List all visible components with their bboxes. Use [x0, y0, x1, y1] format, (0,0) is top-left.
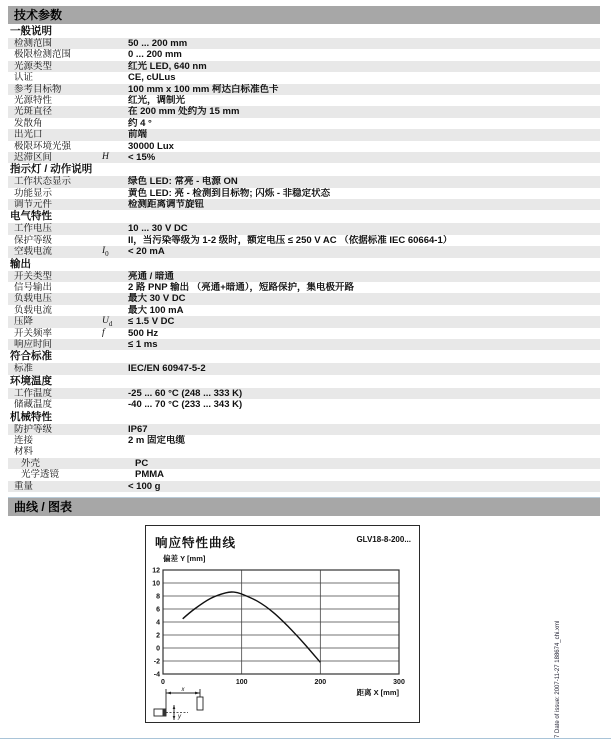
y-tick-label: 4 [156, 619, 160, 627]
spec-symbol: $U_d$ [102, 316, 113, 329]
x-tick-label: 0 [161, 678, 165, 686]
spec-value: 50 ... 200 mm [128, 38, 188, 49]
spec-value: -40 ... 70 °C (233 ... 343 K) [128, 399, 243, 411]
spec-label: 参考目标物 [14, 83, 62, 95]
spec-row [8, 235, 600, 246]
chart-model-label: GLV18-8-200... [356, 534, 411, 544]
spec-label: 迟滞区间 [14, 151, 53, 163]
spec-symbol [102, 293, 128, 304]
spec-section-header: 环境温度 [8, 375, 600, 388]
spec-row [8, 424, 600, 435]
spec-value: 黄色 LED: 亮 - 检测到目标物; 闪烁 - 非稳定状态 [128, 187, 331, 199]
spec-value: ≤ 1.5 V DC [128, 316, 175, 328]
spec-label: 压降 [14, 316, 34, 328]
sensor-geometry-icon [154, 687, 203, 720]
spec-value: 500 Hz [128, 327, 159, 339]
x-axis-label: 距离 X [mm] [356, 687, 399, 697]
spec-value: II，当污染等级为 1-2 级时，额定电压 ≤ 250 V AC （依据标准 IEC 60664-1） [128, 234, 453, 246]
datasheet-page [8, 0, 600, 723]
spec-row [8, 129, 600, 140]
spec-symbol [102, 84, 128, 95]
spec-label: 外壳 [21, 457, 41, 469]
spec-row [8, 399, 600, 410]
spec-label: 认证 [14, 72, 34, 84]
spec-value: 最大 100 mA [128, 304, 184, 316]
spec-value: -25 ... 60 °C (248 ... 333 K) [128, 387, 243, 399]
x-tick-label: 300 [393, 678, 405, 686]
spec-value: 2 路 PNP 输出 （亮通+暗通），短路保护，集电极开路 [128, 282, 355, 294]
spec-row [8, 271, 600, 282]
chart-title: 响应特性曲线 [155, 535, 237, 550]
spec-symbol [102, 282, 128, 293]
spec-symbol [102, 305, 128, 316]
spec-label: 开关类型 [14, 270, 53, 282]
spec-value: 2 m 固定电缆 [128, 434, 186, 446]
page-bottom-line [0, 738, 611, 739]
spec-row [8, 49, 600, 60]
spec-section-header: 电气特性 [8, 210, 600, 223]
spec-label: 光源类型 [14, 60, 53, 72]
spec-label: 防护等级 [14, 423, 53, 435]
spec-label: 工作电压 [14, 223, 53, 235]
spec-value: < 15% [128, 151, 156, 163]
spec-symbol [102, 38, 128, 49]
curves-header-bar [8, 498, 600, 516]
spec-label: 材料 [14, 446, 34, 458]
spec-symbol: H [102, 151, 109, 162]
y-tick-label: 0 [156, 645, 160, 653]
spec-row [8, 388, 600, 399]
spec-label: 响应时间 [14, 338, 53, 350]
spec-section-header: 输出 [8, 258, 600, 271]
response-curve-chart-box [145, 525, 420, 723]
spec-symbol [102, 481, 128, 492]
spec-row [8, 293, 600, 304]
x-tick-label: 100 [235, 678, 248, 686]
spec-label: 光斑直径 [14, 106, 53, 118]
spec-row [8, 328, 600, 339]
spec-table [8, 25, 600, 492]
spec-symbol [102, 188, 128, 199]
spec-row [8, 38, 600, 49]
spec-value: 在 200 mm 处约为 15 mm [128, 106, 240, 118]
spec-label: 重量 [14, 480, 34, 492]
spec-value: 10 ... 30 V DC [128, 223, 188, 235]
spec-symbol: $I_0$ [102, 246, 109, 259]
spec-label: 开关频率 [14, 327, 53, 339]
spec-label: 工作温度 [14, 387, 53, 399]
spec-symbol [102, 435, 128, 446]
spec-label: 信号输出 [14, 282, 53, 294]
spec-section-header: 一般说明 [8, 25, 600, 38]
spec-label: 保护等级 [14, 234, 53, 246]
spec-symbol [109, 469, 135, 480]
spec-row [8, 435, 600, 446]
spec-value: 100 mm x 100 mm 柯达白标准色卡 [128, 83, 279, 95]
spec-symbol [102, 49, 128, 60]
spec-symbol [102, 235, 128, 246]
spec-value: < 20 mA [128, 246, 165, 258]
spec-row [8, 481, 600, 492]
technical-data-title: 技术参数 [14, 8, 63, 22]
spec-row [8, 199, 600, 210]
spec-label: 光源特性 [14, 94, 53, 106]
spec-label: 功能显示 [14, 187, 53, 199]
spec-row [8, 106, 600, 117]
chart-header [146, 526, 419, 549]
spec-value: 0 ... 200 mm [128, 49, 182, 61]
spec-row [8, 446, 600, 457]
side-note-date-of-issue: 7 Date of issue: 2007-11-27 188674_chi.xml [555, 620, 561, 738]
spec-row [8, 363, 600, 374]
spec-symbol [109, 458, 135, 469]
spec-row [8, 152, 600, 163]
spec-value: 30000 Lux [128, 140, 174, 152]
spec-row [8, 316, 600, 327]
spec-value: IP67 [128, 423, 148, 435]
response-curve [183, 592, 321, 662]
spec-row [8, 95, 600, 106]
y-axis-label: 偏差 Y [mm] [163, 553, 206, 563]
spec-label: 出光口 [14, 129, 43, 141]
spec-symbol [102, 424, 128, 435]
spec-value: PMMA [135, 469, 165, 481]
y-tick-label: 6 [156, 606, 160, 614]
spec-symbol [102, 271, 128, 282]
y-tick-label: -2 [153, 658, 160, 666]
y-tick-label: 12 [152, 567, 160, 575]
spec-symbol [102, 129, 128, 140]
spec-section-header: 机械特性 [8, 411, 600, 424]
spec-symbol [102, 446, 128, 457]
spec-label: 检测范围 [14, 38, 53, 49]
spec-row [8, 176, 600, 187]
spec-symbol [102, 95, 128, 106]
spec-symbol [102, 176, 128, 187]
y-tick-label: 2 [156, 632, 160, 640]
spec-value [128, 446, 600, 457]
svg-text:y: y [178, 713, 181, 720]
spec-row [8, 339, 600, 350]
spec-symbol [102, 61, 128, 72]
spec-value: < 100 g [128, 480, 161, 492]
x-tick-label: 200 [314, 678, 327, 686]
spec-value: ≤ 1 ms [128, 338, 158, 350]
spec-label: 工作状态显示 [14, 176, 72, 188]
spec-section-header: 指示灯 / 动作说明 [8, 163, 600, 176]
spec-value: 红光，调制光 [128, 94, 186, 106]
spec-label: 标准 [14, 363, 34, 375]
technical-data-header-bar [8, 6, 600, 24]
spec-value: CE, cULus [128, 72, 176, 84]
spec-symbol [102, 199, 128, 210]
spec-label: 极限检测范围 [14, 49, 72, 61]
spec-symbol [102, 106, 128, 117]
spec-label: 连接 [14, 434, 34, 446]
spec-symbol: f [102, 327, 105, 338]
spec-label: 发散角 [14, 117, 43, 129]
spec-value: IEC/EN 60947-5-2 [128, 363, 206, 375]
spec-label: 调节元件 [14, 199, 53, 211]
spec-row [8, 223, 600, 234]
spec-label: 储藏温度 [14, 399, 53, 411]
spec-row [8, 458, 600, 469]
spec-value: 红光 LED, 640 nm [128, 60, 207, 72]
spec-label: 负载电压 [14, 293, 53, 305]
spec-row [8, 118, 600, 129]
curves-title: 曲线 / 图表 [14, 499, 73, 514]
spec-symbol [102, 118, 128, 129]
spec-row [8, 282, 600, 293]
spec-symbol [102, 72, 128, 83]
y-tick-label: 8 [156, 593, 160, 601]
spec-symbol [102, 363, 128, 374]
spec-value: 前端 [128, 129, 148, 141]
spec-value: 约 4 ° [128, 117, 152, 129]
spec-symbol [102, 388, 128, 399]
spec-section-header: 符合标准 [8, 350, 600, 363]
spec-label: 负载电流 [14, 304, 53, 316]
spec-value: 检测距离调节旋钮 [128, 199, 205, 211]
spec-label: 极限环境光强 [14, 140, 72, 152]
spec-row [8, 469, 600, 480]
spec-row [8, 61, 600, 72]
spec-row [8, 141, 600, 152]
response-curve-chart [146, 549, 419, 722]
spec-row [8, 305, 600, 316]
spec-value: 亮通 / 暗通 [128, 270, 174, 282]
spec-label: 光学透镜 [21, 469, 60, 481]
spec-symbol [102, 223, 128, 234]
y-tick-label: 10 [152, 580, 160, 588]
spec-symbol [102, 339, 128, 350]
spec-row [8, 246, 600, 257]
spec-row [8, 84, 600, 95]
svg-text:x: x [181, 686, 185, 693]
spec-row [8, 188, 600, 199]
spec-value: PC [135, 457, 149, 469]
spec-label: 空载电流 [14, 246, 53, 258]
spec-value: 最大 30 V DC [128, 293, 186, 305]
spec-symbol [102, 399, 128, 410]
spec-symbol [102, 141, 128, 152]
spec-value: 绿色 LED: 常亮 - 电源 ON [128, 176, 238, 188]
y-tick-label: -4 [153, 671, 160, 679]
spec-row [8, 72, 600, 83]
